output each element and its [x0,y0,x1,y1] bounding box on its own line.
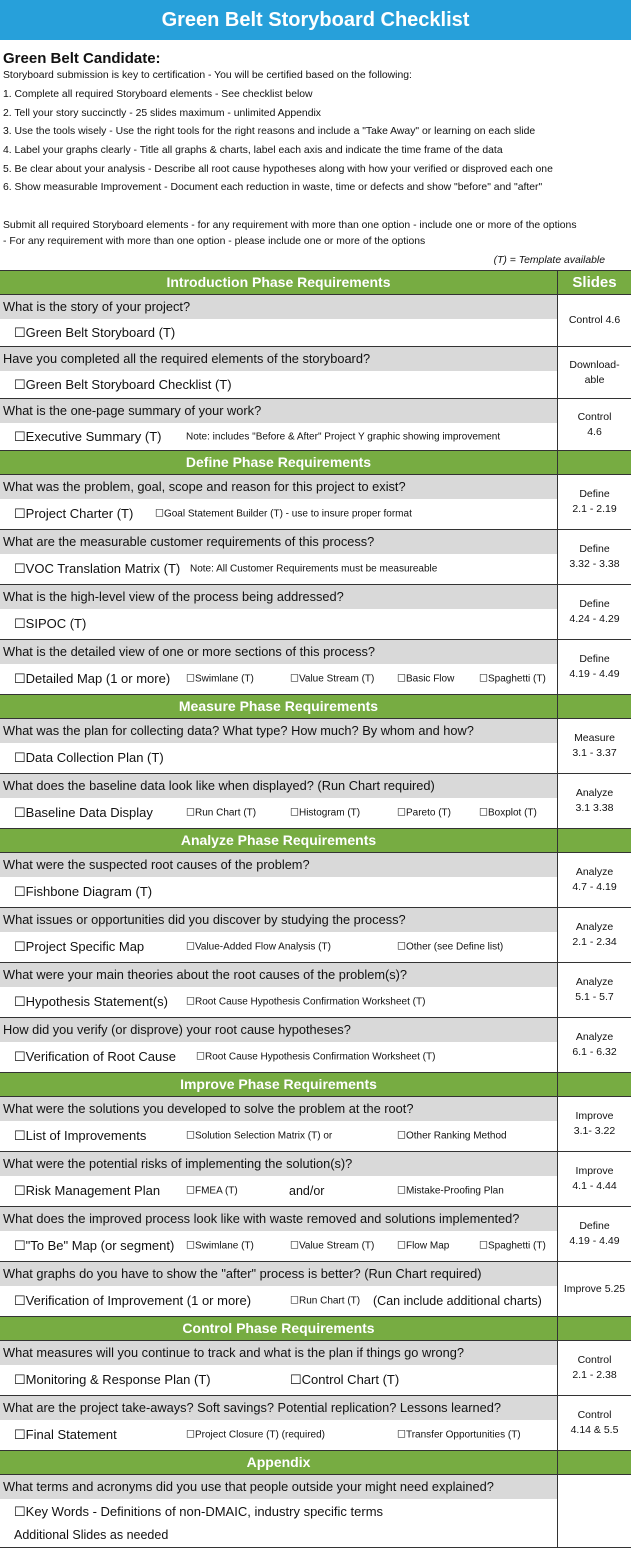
checklist-option[interactable] [290,674,374,685]
instruction-line: 5. Be clear about your analysis - Describe all root cause hypotheses along with how your verified or disproved each one [3,164,553,175]
requirement-group [0,1396,631,1451]
options-row [0,877,557,907]
checkbox-icon[interactable]: ☐ [397,1130,406,1142]
option-label: SIPOC (T) [25,616,87,631]
phase-title: Define Phase Requirements [0,451,558,474]
checkbox-icon[interactable]: ☐ [397,1429,406,1441]
options-row [0,1420,557,1450]
slides-header [558,1317,631,1340]
checklist-option[interactable] [14,506,133,522]
instruction-line: - For any requirement with more than one option - please include one or more of the options [3,236,426,247]
option-label: Executive Summary (T) [25,428,162,444]
checklist-option[interactable] [290,1372,399,1388]
checkbox-icon[interactable]: ☐ [186,1240,195,1252]
instruction-line: 1. Complete all required Storyboard elements - See checklist below [3,89,313,100]
checklist-table [0,270,631,1548]
requirement [0,1207,558,1261]
requirement [0,853,558,907]
requirement [0,1018,558,1072]
phase-header [0,271,631,295]
slides-reference [558,1475,631,1547]
requirement-group [0,1018,631,1073]
requirement [0,399,558,450]
question: What are the project take-aways? Soft savings? Potential replication? Lessons learned? [0,1396,557,1420]
checkbox-icon[interactable]: ☐ [290,1295,299,1307]
option-label: Project Closure (T) (required) [194,1429,326,1441]
checklist-option[interactable] [14,561,180,577]
option-label: Swimlane (T) [194,673,254,685]
question: Have you completed all the required elements of the storyboard? [0,347,557,371]
checklist-option[interactable] [14,1504,383,1520]
option-label: VOC Translation Matrix (T) [25,561,181,576]
checkbox-icon[interactable]: ☐ [196,1051,205,1063]
option-label: Control Chart (T) [301,1372,400,1387]
option-label: and/or [289,1184,325,1198]
question: What were your main theories about the root causes of the problem(s)? [0,963,557,987]
requirement [0,530,558,584]
slides-reference: Improve 3.1- 3.22 [573,1110,616,1137]
requirement [0,640,558,694]
slides-reference: Analyze 5.1 - 5.7 [575,976,614,1003]
checkbox-icon[interactable]: ☐ [155,508,164,520]
question: What was the plan for collecting data? What type? How much? By whom and how? [0,719,557,743]
checklist-option[interactable] [14,750,164,766]
checklist-option[interactable] [14,805,153,821]
options-row [0,664,557,694]
question: What is the detailed view of one or more sections of this process? [0,640,557,664]
question: What were the solutions you developed to solve the problem at the root? [0,1097,557,1121]
option-label: Boxplot (T) [487,807,537,819]
option-label: Run Chart (T) [194,807,257,819]
option-label: Solution Selection Matrix (T) or [194,1130,333,1142]
option-label: Root Cause Hypothesis Confirmation Worksheet (T) [204,1051,436,1063]
checkbox-icon[interactable]: ☐ [397,1240,406,1252]
slides-reference: Define 4.19 - 4.49 [569,1220,620,1247]
instruction-line: 4. Label your graphs clearly - Title all graphs & charts, label each axis and indicate the time frame of the data [3,145,503,156]
requirement [0,1097,558,1151]
checklist-option[interactable] [397,674,454,685]
checklist-option[interactable] [186,674,254,685]
option-label: Verification of Root Cause [25,1049,176,1064]
checkbox-icon[interactable]: ☐ [14,561,26,576]
option-label: Final Statement [25,1427,117,1442]
slides-reference: Define 4.19 - 4.49 [569,653,620,680]
instruction-line: 6. Show measurable Improvement - Document each reduction in waste, time or defects and show "before" and "after" [3,182,543,193]
question: What is the high-level view of the process being addressed? [0,585,557,609]
options-row [0,499,557,529]
instruction-line: Storyboard submission is key to certification - You will be certified based on the following: [3,70,412,81]
checkbox-icon[interactable]: ☐ [14,1427,26,1442]
question: How did you verify (or disprove) your root cause hypotheses? [0,1018,557,1042]
option-label: Spaghetti (T) [487,673,546,685]
checklist-option[interactable] [14,1049,176,1065]
requirement-group [0,1152,631,1207]
checklist-option[interactable] [290,1241,374,1252]
slides-header [558,1451,631,1474]
requirement-group [0,963,631,1018]
option-note [373,1294,542,1308]
requirement-group [0,585,631,640]
slides-reference: Analyze 6.1 - 6.32 [572,1031,617,1058]
checkbox-icon[interactable]: ☐ [14,939,26,954]
options-row [0,1365,557,1395]
requirement [0,963,558,1017]
option-label: (Can include additional charts) [373,1294,542,1308]
question: What issues or opportunities did you discover by studying the process? [0,908,557,932]
checkbox-icon[interactable]: ☐ [186,1130,195,1142]
option-label: Swimlane (T) [194,1240,254,1252]
checklist-option[interactable] [155,509,412,520]
checklist-option[interactable] [186,1430,325,1441]
options-row [0,1121,557,1151]
checkbox-icon[interactable]: ☐ [14,1049,26,1064]
slides-reference: Define 4.24 - 4.29 [569,598,620,625]
slides-reference: Analyze 2.1 - 2.34 [572,921,617,948]
options-row [0,1231,557,1261]
checkbox-icon[interactable]: ☐ [186,996,195,1008]
checklist-option[interactable] [186,1241,254,1252]
option-label: Verification of Improvement (1 or more) [25,1293,252,1308]
checklist-option[interactable] [397,942,503,953]
requirement-group [0,399,631,451]
checkbox-icon[interactable]: ☐ [479,1240,488,1252]
checklist-option[interactable] [14,1372,211,1388]
question: What was the problem, goal, scope and reason for this project to exist? [0,475,557,499]
requirement [0,1396,558,1450]
template-note: (T) = Template available [493,255,605,266]
requirement-group [0,908,631,963]
checkbox-icon[interactable]: ☐ [479,673,488,685]
option-label: Other (see Define list) [405,941,504,953]
options-row [0,371,557,398]
slides-reference: Download- able [569,358,620,386]
option-label: Value Stream (T) [298,1240,375,1252]
phase-title: Appendix [0,1451,558,1474]
slides-reference: Control 4.6 [577,410,612,438]
instruction-line: 3. Use the tools wisely - Use the right tools for the right reasons and include a "Take Away" or learning on each slide [3,126,536,137]
checklist-option[interactable] [186,997,425,1008]
checkbox-icon[interactable]: ☐ [14,324,26,340]
slides-reference: Improve 4.1 - 4.44 [572,1165,617,1192]
phase-title: Control Phase Requirements [0,1317,558,1340]
checkbox-icon[interactable]: ☐ [186,941,195,953]
checklist-option[interactable] [14,884,152,900]
requirement [0,585,558,639]
slides-reference: Define 2.1 - 2.19 [572,488,617,515]
checkbox-icon[interactable]: ☐ [14,428,26,444]
checkbox-icon[interactable]: ☐ [14,1293,26,1308]
requirement [0,774,558,828]
checkbox-icon[interactable]: ☐ [14,376,26,392]
checkbox-icon[interactable]: ☐ [397,807,406,819]
checklist-option[interactable] [14,325,175,341]
checklist-option[interactable] [14,1293,251,1309]
checklist-option[interactable] [14,939,144,955]
checkbox-icon[interactable]: ☐ [290,807,299,819]
options-row [0,1042,557,1072]
option-label: "To Be" Map (or segment) [25,1238,175,1253]
checkbox-icon[interactable]: ☐ [14,805,26,820]
option-label: Data Collection Plan (T) [25,750,164,765]
slides-reference: Analyze 4.7 - 4.19 [572,866,617,893]
option-label: Other Ranking Method [405,1130,507,1142]
requirement [0,1262,558,1316]
options-row [0,1286,557,1316]
option-label: Root Cause Hypothesis Confirmation Worksheet (T) [194,996,426,1008]
question: What terms and acronyms did you use that people outside your might need explained? [0,1475,557,1499]
additional-note: Additional Slides as needed [14,1528,169,1542]
slides-header [558,451,631,474]
requirement-group [0,853,631,908]
page-title: Green Belt Storyboard Checklist [0,0,631,40]
checklist-option[interactable] [14,1183,160,1199]
option-label: Key Words - Definitions of non-DMAIC, industry specific terms [25,1503,384,1519]
checkbox-icon[interactable]: ☐ [14,1128,26,1143]
checklist-option[interactable] [14,1128,146,1144]
slides-reference: Control 4.6 [568,314,621,326]
options-row [0,798,557,828]
requirement [0,1152,558,1206]
checkbox-icon[interactable]: ☐ [14,750,26,765]
checkbox-icon[interactable]: ☐ [397,941,406,953]
requirement [0,719,558,773]
checkbox-icon[interactable]: ☐ [290,1372,302,1387]
phase-header [0,1317,631,1341]
checklist-option[interactable] [290,808,360,819]
option-label: Pareto (T) [405,807,451,819]
checklist-option[interactable] [397,1186,504,1197]
checkbox-icon[interactable]: ☐ [14,506,26,521]
requirement [0,295,558,346]
options-row [0,1176,557,1206]
checklist-option[interactable] [479,1241,546,1252]
checklist-option[interactable] [14,1427,117,1443]
option-label: Value-Added Flow Analysis (T) [194,941,331,953]
question: What were the suspected root causes of the problem? [0,853,557,877]
slides-header [558,1073,631,1096]
option-label: Risk Management Plan [25,1183,161,1198]
checklist-option[interactable] [186,1186,238,1197]
question: What graphs do you have to show the "after" process is better? (Run Chart required) [0,1262,557,1286]
checklist-option[interactable] [14,1238,174,1254]
checkbox-icon[interactable]: ☐ [14,884,26,899]
requirement-group [0,774,631,829]
checkbox-icon[interactable]: ☐ [186,673,195,685]
options-row [0,1499,557,1524]
phase-header [0,1073,631,1097]
option-label: Baseline Data Display [25,805,153,820]
option-label: Project Specific Map [25,939,145,954]
checkbox-icon[interactable]: ☐ [397,1185,406,1197]
checklist-option[interactable] [14,671,170,687]
option-label: Histogram (T) [298,807,361,819]
phase-header [0,1451,631,1475]
phase-header [0,695,631,719]
checklist-option[interactable] [397,1430,521,1441]
option-label: Monitoring & Response Plan (T) [25,1372,211,1387]
checklist-option[interactable] [186,1131,332,1142]
option-label: Green Belt Storyboard Checklist (T) [25,376,232,392]
option-label: Note: includes "Before & After" Project Y graphic showing improvement [186,431,501,442]
checkbox-icon[interactable]: ☐ [479,807,488,819]
checklist-option[interactable] [397,1131,507,1142]
option-label: Transfer Opportunities (T) [405,1429,521,1441]
phase-title: Introduction Phase Requirements [0,271,558,294]
options-row [0,609,557,639]
checkbox-icon[interactable]: ☐ [290,673,299,685]
question: What is the story of your project? [0,295,557,319]
option-label: Flow Map [405,1240,450,1252]
slides-reference: Define 3.32 - 3.38 [569,543,620,570]
checkbox-icon[interactable]: ☐ [397,673,406,685]
option-label: Green Belt Storyboard (T) [25,324,176,340]
options-row [0,554,557,584]
option-note [190,564,437,575]
slides-header: Slides [572,274,617,291]
phase-title: Measure Phase Requirements [0,695,558,718]
slides-reference: Control 4.14 & 5.5 [570,1409,619,1436]
question: What does the improved process look like with waste removed and solutions implemented? [0,1207,557,1231]
checklist-option[interactable] [14,377,232,393]
question: What does the baseline data look like when displayed? (Run Chart required) [0,774,557,798]
checklist-option[interactable] [186,808,256,819]
requirement-group [0,1475,631,1548]
option-label: FMEA (T) [194,1185,238,1197]
phase-title: Analyze Phase Requirements [0,829,558,852]
options-row [0,743,557,773]
checklist-option[interactable] [196,1052,435,1063]
option-label: List of Improvements [25,1128,147,1143]
option-note [289,1184,324,1198]
checkbox-icon[interactable]: ☐ [14,671,26,686]
requirement-group [0,1097,631,1152]
slides-header [558,695,631,718]
option-label: Detailed Map (1 or more) [25,671,171,686]
requirement-group [0,1207,631,1262]
instruction-line: Submit all required Storyboard elements - for any requirement with more than one option - include one or more of the options [3,220,577,231]
checklist-option[interactable] [290,1296,360,1307]
checklist-option[interactable] [14,994,168,1010]
requirement [0,1341,558,1395]
phase-header [0,829,631,853]
option-label: Spaghetti (T) [487,1240,546,1252]
options-row [0,987,557,1017]
phase-title: Improve Phase Requirements [0,1073,558,1096]
requirement [0,908,558,962]
checklist-option[interactable] [479,808,537,819]
option-label: Goal Statement Builder (T) - use to insure proper format [163,508,412,520]
phase-header [0,451,631,475]
checkbox-icon[interactable]: ☐ [290,1240,299,1252]
option-label: Hypothesis Statement(s) [25,994,168,1009]
checkbox-icon[interactable]: ☐ [186,1185,195,1197]
checklist-option[interactable] [186,942,331,953]
question: What were the potential risks of implementing the solution(s)? [0,1152,557,1176]
requirement-group [0,530,631,585]
options-row [0,423,557,450]
option-note [186,431,500,442]
requirement [0,347,558,398]
options-row [0,319,557,346]
options-row [0,932,557,962]
requirement-group [0,640,631,695]
requirement-group [0,347,631,399]
slides-reference: Control 2.1 - 2.38 [572,1354,617,1381]
checkbox-icon[interactable]: ☐ [14,616,26,631]
checkbox-icon[interactable]: ☐ [14,1372,26,1387]
slides-reference: Improve 5.25 [563,1282,626,1295]
option-label: Project Charter (T) [25,506,134,521]
option-label: Mistake-Proofing Plan [405,1185,504,1197]
checklist-option[interactable] [14,616,86,632]
slides-header [558,829,631,852]
option-label: Basic Flow [405,673,455,685]
checklist-option[interactable] [397,808,451,819]
candidate-heading: Green Belt Candidate: [3,50,161,67]
question: What is the one-page summary of your work? [0,399,557,423]
checkbox-icon[interactable]: ☐ [186,1429,195,1441]
requirement-group [0,475,631,530]
instructions [0,40,631,270]
checkbox-icon[interactable]: ☐ [14,994,26,1009]
checkbox-icon[interactable]: ☐ [14,1238,26,1253]
checklist-option[interactable] [14,429,161,445]
option-label: Fishbone Diagram (T) [25,884,153,899]
slides-reference: Measure 3.1 - 3.37 [572,732,617,759]
checkbox-icon[interactable]: ☐ [14,1183,26,1198]
checkbox-icon[interactable]: ☐ [14,1503,26,1519]
option-label: Note: All Customer Requirements must be measureable [190,563,438,575]
checkbox-icon[interactable]: ☐ [186,807,195,819]
requirement-group [0,1262,631,1317]
requirement [0,1475,558,1547]
option-label: Run Chart (T) [298,1295,361,1307]
slides-reference: Analyze 3.1 3.38 [575,787,614,814]
requirement-group [0,719,631,774]
option-label: Value Stream (T) [298,673,375,685]
instruction-line: 2. Tell your story succinctly - 25 slides maximum - unlimited Appendix [3,108,321,119]
requirement [0,475,558,529]
question: What measures will you continue to track and what is the plan if things go wrong? [0,1341,557,1365]
checklist-option[interactable] [397,1241,449,1252]
requirement-group [0,1341,631,1396]
question: What are the measurable customer requirements of this process? [0,530,557,554]
checklist-option[interactable] [479,674,546,685]
requirement-group [0,295,631,347]
